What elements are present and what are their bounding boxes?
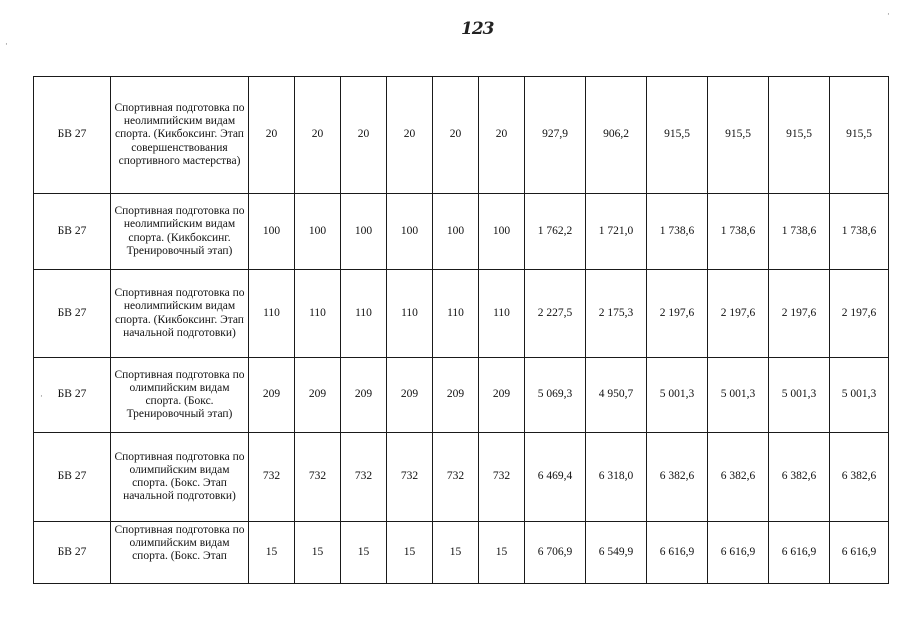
amount-cell: 5 001,3: [647, 358, 708, 433]
row-code: БВ 27: [34, 77, 111, 194]
count-cell: 732: [341, 433, 387, 522]
row-description: Спортивная подготовка по неолимпийским видам спорта. (Кикбоксинг. Этап совершенствования спортивного мастерства): [111, 77, 249, 194]
amount-cell: 6 382,6: [708, 433, 769, 522]
row-code: БВ 27: [34, 522, 111, 584]
count-cell: 209: [341, 358, 387, 433]
table-row: [34, 194, 889, 270]
count-cell: 110: [479, 270, 525, 358]
count-cell: 209: [387, 358, 433, 433]
amount-cell: 5 069,3: [525, 358, 586, 433]
amount-cell: 6 616,9: [708, 522, 769, 584]
count-cell: 110: [433, 270, 479, 358]
row-code: БВ 27: [34, 270, 111, 358]
amount-cell: 6 706,9: [525, 522, 586, 584]
count-cell: 100: [479, 194, 525, 270]
count-cell: 209: [479, 358, 525, 433]
amount-cell: 2 227,5: [525, 270, 586, 358]
amount-cell: 6 616,9: [769, 522, 830, 584]
amount-cell: 6 616,9: [830, 522, 889, 584]
amount-cell: 915,5: [708, 77, 769, 194]
amount-cell: 906,2: [586, 77, 647, 194]
count-cell: 20: [479, 77, 525, 194]
count-cell: 15: [341, 522, 387, 584]
count-cell: 209: [433, 358, 479, 433]
row-description: Спортивная подготовка по неолимпийским видам спорта. (Кикбоксинг. Тренировочный этап): [111, 194, 249, 270]
amount-cell: 6 382,6: [647, 433, 708, 522]
table-row: [34, 522, 889, 584]
amount-cell: 915,5: [647, 77, 708, 194]
margin-mark: ·: [40, 392, 43, 402]
amount-cell: 915,5: [830, 77, 889, 194]
count-cell: 20: [249, 77, 295, 194]
count-cell: 100: [433, 194, 479, 270]
amount-cell: 6 382,6: [830, 433, 889, 522]
row-code: БВ 27: [34, 433, 111, 522]
margin-mark: ·: [5, 40, 8, 50]
count-cell: 15: [433, 522, 479, 584]
amount-cell: 927,9: [525, 77, 586, 194]
amount-cell: 6 469,4: [525, 433, 586, 522]
count-cell: 100: [341, 194, 387, 270]
count-cell: 110: [295, 270, 341, 358]
count-cell: 15: [387, 522, 433, 584]
count-cell: 110: [387, 270, 433, 358]
amount-cell: 5 001,3: [830, 358, 889, 433]
amount-cell: 4 950,7: [586, 358, 647, 433]
amount-cell: 5 001,3: [769, 358, 830, 433]
row-code: БВ 27: [34, 358, 111, 433]
row-description: Спортивная подготовка по олимпийским видам спорта. (Бокс. Этап: [111, 522, 249, 584]
count-cell: 732: [249, 433, 295, 522]
count-cell: 15: [249, 522, 295, 584]
amount-cell: 1 738,6: [708, 194, 769, 270]
count-cell: 100: [295, 194, 341, 270]
count-cell: 15: [479, 522, 525, 584]
count-cell: 100: [387, 194, 433, 270]
amount-cell: 1 738,6: [769, 194, 830, 270]
amount-cell: 915,5: [769, 77, 830, 194]
amount-cell: 1 721,0: [586, 194, 647, 270]
count-cell: 110: [249, 270, 295, 358]
count-cell: 20: [433, 77, 479, 194]
row-description: Спортивная подготовка по олимпийским видам спорта. (Бокс. Этап начальной подготовки): [111, 433, 249, 522]
amount-cell: 2 175,3: [586, 270, 647, 358]
row-description: Спортивная подготовка по олимпийским видам спорта. (Бокс. Тренировочный этап): [111, 358, 249, 433]
page-number: 123: [461, 19, 494, 39]
count-cell: 20: [295, 77, 341, 194]
row-description: Спортивная подготовка по неолимпийским видам спорта. (Кикбоксинг. Этап начальной подготовки): [111, 270, 249, 358]
count-cell: 15: [295, 522, 341, 584]
count-cell: 209: [249, 358, 295, 433]
amount-cell: 6 382,6: [769, 433, 830, 522]
table-row: [34, 358, 889, 433]
count-cell: 732: [387, 433, 433, 522]
count-cell: 732: [433, 433, 479, 522]
amount-cell: 1 762,2: [525, 194, 586, 270]
margin-mark: ·: [887, 10, 890, 20]
row-code: БВ 27: [34, 194, 111, 270]
amount-cell: 1 738,6: [830, 194, 889, 270]
amount-cell: 1 738,6: [647, 194, 708, 270]
count-cell: 20: [341, 77, 387, 194]
amount-cell: 2 197,6: [708, 270, 769, 358]
amount-cell: 6 616,9: [647, 522, 708, 584]
amount-cell: 6 318,0: [586, 433, 647, 522]
amount-cell: 6 549,9: [586, 522, 647, 584]
amount-cell: 2 197,6: [647, 270, 708, 358]
count-cell: 100: [249, 194, 295, 270]
amount-cell: 2 197,6: [769, 270, 830, 358]
amount-cell: 2 197,6: [830, 270, 889, 358]
amount-cell: 5 001,3: [708, 358, 769, 433]
count-cell: 732: [295, 433, 341, 522]
count-cell: 732: [479, 433, 525, 522]
table-row: [34, 270, 889, 358]
table-row: [34, 77, 889, 194]
count-cell: 110: [341, 270, 387, 358]
budget-table: [33, 76, 889, 584]
count-cell: 209: [295, 358, 341, 433]
count-cell: 20: [387, 77, 433, 194]
table-row: [34, 433, 889, 522]
